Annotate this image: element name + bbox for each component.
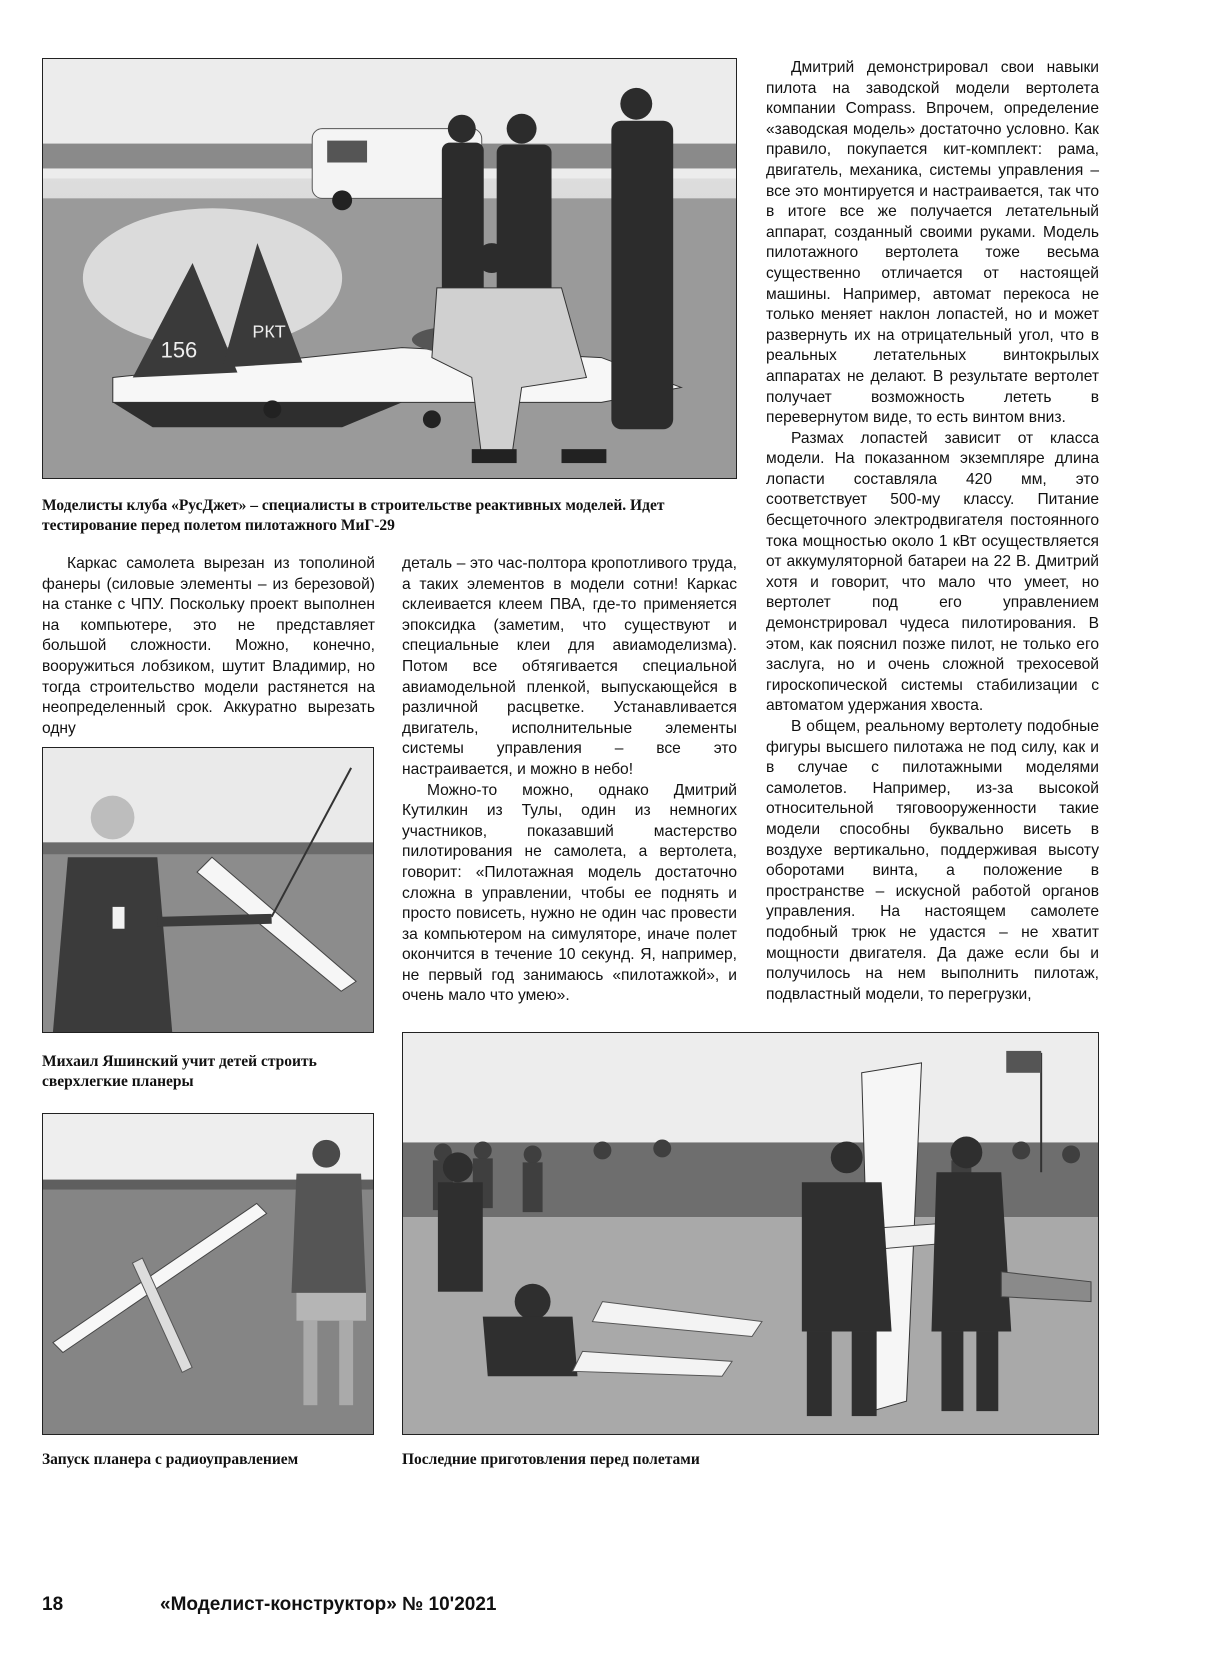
text-column-middle bbox=[402, 554, 737, 1007]
caption-top-photo: Моделисты клуба «РусДжет» – специалисты в строительстве реактивных моделей. Идет тестирование перед полетом пилотажного МиГ-29 bbox=[42, 497, 665, 534]
photo-mig29-model bbox=[42, 58, 737, 479]
photo-glider-launch bbox=[42, 1113, 374, 1435]
paragraph: Каркас самолета вырезан из тополиной фанеры (силовые элементы – из березовой) на станке с ЧПУ. Поскольку проект выполнен на компьютере, это не представляет большой сложности. Можно, конечно, вооружиться лобзиком, шутит Владимир, но тогда строительство модели растянется на неопределенный срок. Аккуратно вырезать одну bbox=[42, 555, 375, 737]
paragraph: В общем, реальному вертолету подобные фигуры высшего пилотажа не под силу, как и в случае с пилотажными моделями самолетов. Например, из-за высокой относительной тяговооруженности такие модели способны буквально висеть в воздухе вертикально, поддерживая высоту оборотами винта, а положение в пространстве – искусной работой органов управления. На настоящем самолете подобный трюк не удастся – не хватит мощности двигателя. Да даже если бы и получилось на нем выполнить пилотаж, подвластный модели, то перегрузки, bbox=[766, 718, 1099, 1003]
paragraph: Можно-то можно, однако Дмитрий Кутилкин из Тулы, один из немногих участников, показавший мастерство пилотирования не самолета, а вертолета, говорит: «Пилотажная модель достаточно сложна в управлении, чтобы ее поднять и просто повисеть, нужно не один час провести за компьютером на симуляторе, иначе полет окончится в течение 10 секунд. Я, например, не первый год занимаюсь «пилотажкой», и очень мало что умею». bbox=[402, 781, 737, 1005]
caption-final-preparations: Последние приготовления перед полетами bbox=[402, 1451, 700, 1468]
page-number: 18 bbox=[42, 1594, 64, 1615]
text-column-right bbox=[766, 58, 1099, 1005]
photo-glider-teacher bbox=[42, 747, 374, 1033]
page-footer bbox=[42, 1594, 742, 1616]
tail-number-text: 156 bbox=[160, 337, 198, 363]
caption-glider-launch: Запуск планера с радиоуправлением bbox=[42, 1451, 299, 1468]
tail-marking-text: РКТ bbox=[252, 321, 286, 342]
paragraph: деталь – это час-полтора кропотливого труда, а таких элементов в модели сотни! Каркас склеивается клеем ПВА, где-то применяется эпоксидка (заметим, что существуют и специальные клеи для авиамоделизма). Потом все обтягивается специальной авиамодельной пленкой, выпускающейся в различной расцветке. Устанавливается двигатель, исполнительные элементы системы управления – все это настраивается, и можно в небо! bbox=[402, 555, 737, 778]
photo-final-preparations bbox=[402, 1032, 1099, 1435]
paragraph: Дмитрий демонстрировал свои навыки пилота на заводской модели вертолета компании Compass. Впрочем, определение «заводская модель» достаточно условно. Как правило, покупается кит-комплект: рама, двигатель, механика, системы управления – все это монтируется и настраивается, так что в итоге все же получается летательный аппарат, созданный своими руками. Модель пилотажного вертолета тоже весьма существенно отличается от настоящей машины. Например, автомат перекоса не только меняет наклон лопастей, но и может развернуть их на отрицательный угол, что в реальных летательных винтокрылых аппаратах не делают. В результате вертолет получает возможность лететь в перевернутом виде, то есть винтом вниз. bbox=[766, 59, 1099, 427]
text-column-left bbox=[42, 554, 375, 739]
paragraph: Размах лопастей зависит от класса модели. На показанном экземпляре длина лопасти составляла 420 мм, это соответствует 500-му классу. Питание бесщеточного электродвигателя постоянного тока мощностью около 1 кВт осуществляется от аккумуляторной батареи на 22 В. Дмитрий хотя и говорит, что мало что умеет, но вертолет под его управлением демонстрировал чудеса пилотирования. В этом, как пояснил позже пилот, не только его заслуга, но и очень сложной трехосевой гироскопической системы стабилизации с автоматом удержания хвоста. bbox=[766, 429, 1099, 715]
magazine-issue: «Моделист-конструктор» № 10'2021 bbox=[160, 1594, 497, 1615]
caption-glider-teacher: Михаил Яшинский учит детей строить сверхлегкие планеры bbox=[42, 1053, 317, 1090]
